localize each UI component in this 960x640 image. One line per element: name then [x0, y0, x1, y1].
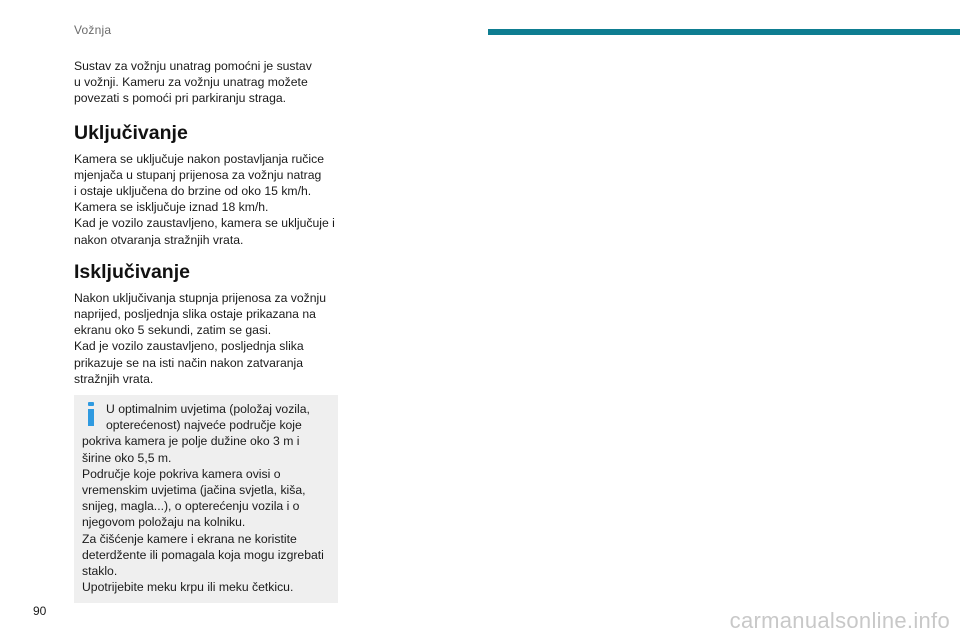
page-number: 90 [33, 604, 47, 618]
watermark: carmanualsonline.info [729, 608, 950, 633]
intro-paragraph: Sustav za vožnju unatrag pomoćni je sustav u vožnji. Kameru za vožnju unatrag možete povezati s pomoći pri parkiranju straga. [74, 59, 312, 106]
header-accent-bar [488, 29, 960, 35]
heading-ukljucivanje: Uključivanje [74, 121, 188, 144]
info-box [74, 395, 338, 603]
heading-iskljucivanje: Isključivanje [74, 260, 190, 283]
section-label: Vožnja [74, 23, 112, 37]
info-text-first: U optimalnim uvjetima (položaj vozila, opterećenost) najveće područje koje [106, 402, 310, 433]
text-column [74, 58, 344, 603]
paragraph-ukljucivanje: Kamera se uključuje nakon postavljanja ručice mjenjača u stupanj prijenosa za vožnju natrag i ostaje uključena do brzine od oko 15 km/h. Kamera se isključuje iznad 18 km/h. Kad je vozilo zaustavljeno, kamera se uključuje i nakon otvaranja stražnjih vrata. [74, 151, 335, 247]
info-text-rest: pokriva kamera je polje dužine oko 3 m i širine oko 5,5 m. Područje koje pokriva kamera ovisi o vremenskim uvjetima (jačina svjetla, kiša, snijeg, magla...), o opterećenju vozila i o njegovom položaju na kolniku. Za čišćenje kamere i ekrana ne koristite deterdžente ili pomagala koja mogu izgrebati staklo. Upotrijebite meku krpu ili meku četkicu. [82, 434, 324, 595]
paragraph-iskljucivanje: Nakon uključivanja stupnja prijenosa za vožnju naprijed, posljednja slika ostaje prikazana na ekranu oko 5 sekundi, zatim se gasi. Kad je vozilo zaustavljeno, posljednja slika prikazuje se na isti način nakon zatvaranja stražnjih vrata. [74, 290, 327, 386]
info-icon [87, 402, 95, 426]
